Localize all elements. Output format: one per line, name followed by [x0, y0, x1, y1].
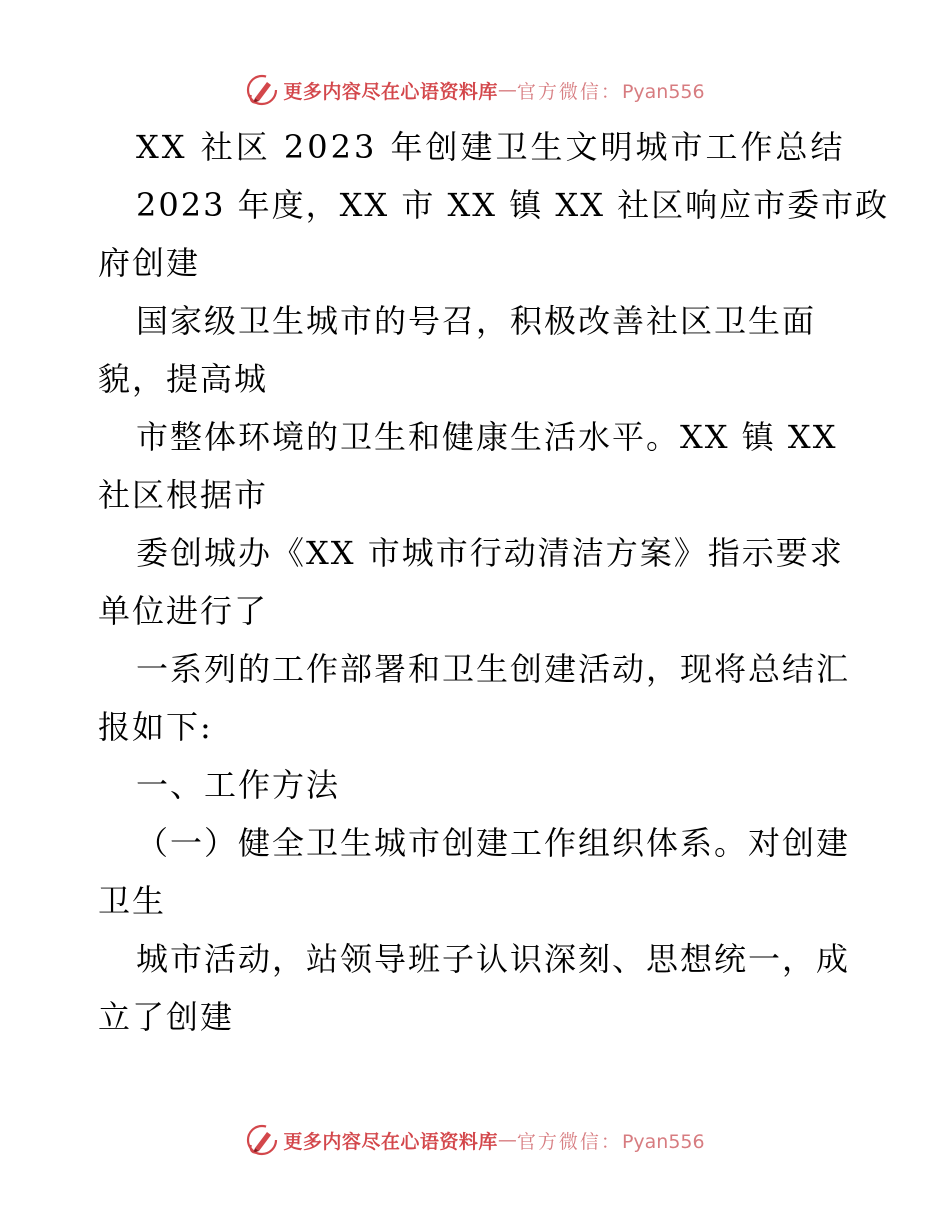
watermark-contact-label: 官方微信： — [516, 1130, 622, 1153]
footer-watermark-banner — [0, 1120, 950, 1160]
watermark-separator: — — [497, 1129, 517, 1151]
document-body — [98, 118, 890, 1046]
paragraph-line: 貌，提高城 — [98, 360, 269, 398]
watermark-contact — [517, 1127, 705, 1154]
section-heading: 一、工作方法 — [136, 766, 341, 804]
paragraph-line: 一系列的工作部署和卫生创建活动，现将总结汇 — [136, 650, 851, 688]
document-title: XX 社区 2023 年创建卫生文明城市工作总结 — [136, 128, 846, 166]
watermark-contact-id: Pyan556 — [621, 1130, 705, 1153]
watermark-separator: — — [497, 79, 517, 101]
paragraph-line: 市整体环境的卫生和健康生活水平。XX 镇 XX — [136, 418, 838, 456]
paragraph-line: 委创城办《XX 市城市行动清洁方案》指示要求 — [136, 534, 844, 572]
paragraph-line: 城市活动，站领导班子认识深刻、思想统一，成 — [136, 940, 851, 978]
paragraph-line: 国家级卫生城市的号召，积极改善社区卫生面 — [136, 302, 817, 340]
header-watermark-banner — [0, 70, 950, 110]
paragraph-line: 单位进行了 — [98, 592, 269, 630]
pen-logo-icon — [245, 1123, 279, 1157]
paragraph-line: 立了创建 — [98, 998, 235, 1036]
pen-logo-icon — [245, 73, 279, 107]
paragraph-line: 报如下: — [98, 708, 213, 746]
paragraph-line: 卫生 — [98, 882, 167, 920]
watermark-brand-text: 更多内容尽在心语资料库 — [283, 80, 498, 103]
paragraph-line: 府创建 — [98, 244, 201, 282]
paragraph-line: 社区根据市 — [98, 476, 269, 514]
watermark-contact — [517, 77, 705, 104]
paragraph-line: 2023 年度，XX 市 XX 镇 XX 社区响应市委市政 — [136, 186, 890, 224]
paragraph-line: （一）健全卫生城市创建工作组织体系。对创建 — [136, 824, 851, 862]
watermark-contact-label: 官方微信： — [516, 80, 622, 103]
watermark-contact-id: Pyan556 — [621, 80, 705, 103]
watermark-brand-text: 更多内容尽在心语资料库 — [283, 1130, 498, 1153]
